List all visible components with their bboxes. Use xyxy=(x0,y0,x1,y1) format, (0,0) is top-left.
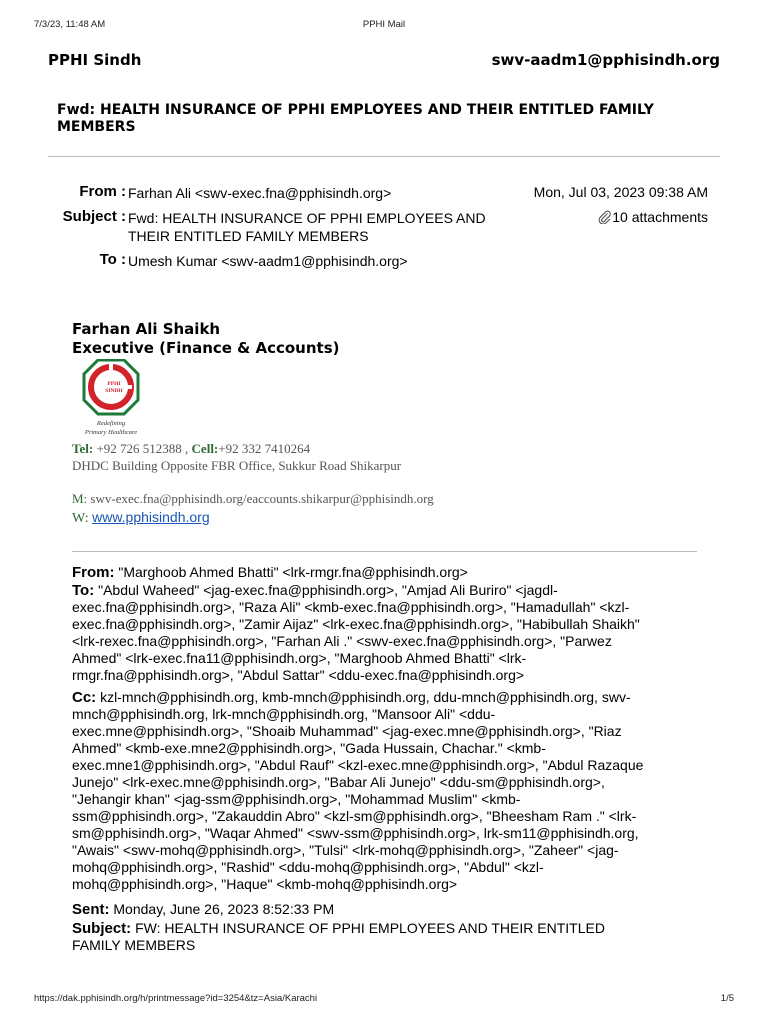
forwarded-sent xyxy=(72,901,702,918)
forward-divider xyxy=(72,551,697,552)
fwd-cc-line: exec.mne@pphisindh.org>, "Shoaib Muhammad" <jag-exec.mne@pphisindh.org>, "Riaz xyxy=(72,723,622,739)
forwarded-subject xyxy=(72,920,702,954)
forwarded-cc xyxy=(72,689,702,893)
logo-text-top: PPHI xyxy=(107,381,121,387)
cell-value: +92 332 7410264 xyxy=(218,441,311,456)
brand-name: PPHI Sindh xyxy=(48,51,142,69)
paperclip-icon xyxy=(598,210,612,224)
to-value: Umesh Kumar <swv-aadm1@pphisindh.org> xyxy=(128,253,408,269)
subject-line-2: THEIR ENTITLED FAMILY MEMBERS xyxy=(128,228,369,244)
logo-tagline-2: Primary Healthcare xyxy=(84,429,138,436)
account-email: swv-aadm1@pphisindh.org xyxy=(491,51,720,69)
print-page-number: 1/5 xyxy=(720,993,734,1004)
forwarded-to xyxy=(72,582,702,684)
from-label: From : xyxy=(79,183,126,200)
fwd-to-line: "Abdul Waheed" <jag-exec.fna@pphisindh.org>, "Amjad Ali Buriro" <jagdl- xyxy=(98,582,558,598)
fwd-cc-line: Junejo" <lrk-exec.mne@pphisindh.org>, "Babar Ali Junejo" <ddu-sm@pphisindh.org>, xyxy=(72,774,605,790)
website-link[interactable]: www.pphisindh.org xyxy=(92,509,210,525)
print-url: https://dak.pphisindh.org/h/printmessage?id=3254&tz=Asia/Karachi xyxy=(34,993,318,1004)
fwd-cc-line: "Jehangir khan" <jag-ssm@pphisindh.org>, "Mohammad Muslim" <kmb- xyxy=(72,791,521,807)
pphi-logo xyxy=(80,359,142,439)
fwd-from-label: From: xyxy=(72,564,115,581)
fwd-cc-label: Cc: xyxy=(72,689,97,706)
subject-line-1: Fwd: HEALTH INSURANCE OF PPHI EMPLOYEES AND xyxy=(128,210,486,226)
tel-value: +92 726 512388 xyxy=(96,441,182,456)
header-divider xyxy=(48,156,720,157)
fwd-to-line: exec.fna@pphisindh.org>, "Raza Ali" <kmb-exec.fna@pphisindh.org>, "Hamadullah" <kzl- xyxy=(72,599,630,615)
cell-label: Cell: xyxy=(191,441,219,456)
fwd-to-line: rmgr.fna@pphisindh.org>, "Abdul Sattar" <ddu-exec.fna@pphisindh.org> xyxy=(72,667,525,683)
attachments-link[interactable] xyxy=(598,209,708,225)
mail-value: swv-exec.fna@pphisindh.org/eaccounts.shikarpur@pphisindh.org xyxy=(90,491,434,506)
fwd-subject-label: Subject: xyxy=(72,920,132,937)
email-date: Mon, Jul 03, 2023 09:38 AM xyxy=(533,184,708,200)
fwd-to-line: exec.fna@pphisindh.org>, "Zamir Aijaz" <lrk-exec.fna@pphisindh.org>, "Habibullah Shaikh" xyxy=(72,616,640,632)
print-title: PPHI Mail xyxy=(362,19,406,30)
fwd-to-line: Ahmed" <lrk-exec.fna11@pphisindh.org>, "Marghoob Ahmed Bhatti" <lrk- xyxy=(72,650,527,666)
web-label: W: xyxy=(72,511,89,526)
fwd-cc-line: mohq@pphisindh.org>, "Haque" <kmb-mohq@pphisindh.org> xyxy=(72,876,458,892)
signature-name: Farhan Ali Shaikh xyxy=(72,320,221,338)
fwd-subject-line-1: FW: HEALTH INSURANCE OF PPHI EMPLOYEES AND THEIR ENTITLED xyxy=(135,920,605,936)
subject-label: Subject : xyxy=(62,208,126,225)
signature-role: Executive (Finance & Accounts) xyxy=(72,339,340,357)
tel-label: Tel: xyxy=(72,441,94,456)
signature-phone: Tel: +92 726 512388 , Cell:+92 332 7410264 xyxy=(72,441,311,456)
fwd-cc-line: mohq@pphisindh.org>, "Rashid" <ddu-mohq@pphisindh.org>, "Abdul" <kzl- xyxy=(72,859,544,875)
fwd-cc-line: exec.mne1@pphisindh.org>, "Abdul Rauf" <kzl-exec.mne@pphisindh.org>, "Abdul Razaque xyxy=(72,757,644,773)
signature-web xyxy=(72,509,210,527)
fwd-sent-label: Sent: xyxy=(72,901,110,918)
print-datetime: 7/3/23, 11:48 AM xyxy=(34,19,106,30)
from-value: Farhan Ali <swv-exec.fna@pphisindh.org> xyxy=(128,185,392,201)
subject-value xyxy=(128,209,486,245)
fwd-cc-line: mnch@pphisindh.org, lrk-mnch@pphisindh.org, "Mansoor Ali" <ddu- xyxy=(72,706,496,722)
fwd-to-line: <lrk-rexec.fna@pphisindh.org>, "Farhan Ali ." <swv-exec.fna@pphisindh.org>, "Parwez xyxy=(72,633,612,649)
logo-text-bottom: SINDH xyxy=(105,388,123,394)
fwd-cc-line: ssm@pphisindh.org>, "Zakauddin Abro" <kzl-sm@pphisindh.org>, "Bheesham Ram ." <lrk- xyxy=(72,808,637,824)
mail-label: M: xyxy=(72,491,88,506)
fwd-cc-line: sm@pphisindh.org>, "Waqar Ahmed" <swv-ssm@pphisindh.org>, lrk-sm11@pphisindh.org, xyxy=(72,825,639,841)
signature-mail xyxy=(72,491,434,507)
fwd-sent-value: Monday, June 26, 2023 8:52:33 PM xyxy=(113,901,335,917)
signature-address: DHDC Building Opposite FBR Office, Sukkur Road Shikarpur xyxy=(72,458,402,473)
forwarded-from xyxy=(72,564,702,581)
to-label: To : xyxy=(99,251,126,268)
fwd-cc-line: "Awais" <swv-mohq@pphisindh.org>, "Tulsi" <lrk-mohq@pphisindh.org>, "Zaheer" <jag- xyxy=(72,842,619,858)
fwd-subject-line-2: FAMILY MEMBERS xyxy=(72,937,196,953)
attachments-count: 10 attachments xyxy=(612,209,708,225)
signature-block xyxy=(72,320,339,358)
fwd-from-value: "Marghoob Ahmed Bhatti" <lrk-rmgr.fna@pphisindh.org> xyxy=(118,564,468,580)
fwd-to-label: To: xyxy=(72,582,95,599)
fwd-cc-line: Ahmed" <kmb-exe.mne2@pphisindh.org>, "Gada Hussain, Chachar." <kmb- xyxy=(72,740,546,756)
email-subject-title: Fwd: HEALTH INSURANCE OF PPHI EMPLOYEES AND THEIR ENTITLED FAMILY MEMBERS xyxy=(57,102,654,135)
fwd-cc-line: kzl-mnch@pphisindh.org, kmb-mnch@pphisindh.org, ddu-mnch@pphisindh.org, swv- xyxy=(100,689,631,705)
logo-tagline-1: Redefining xyxy=(96,420,126,427)
